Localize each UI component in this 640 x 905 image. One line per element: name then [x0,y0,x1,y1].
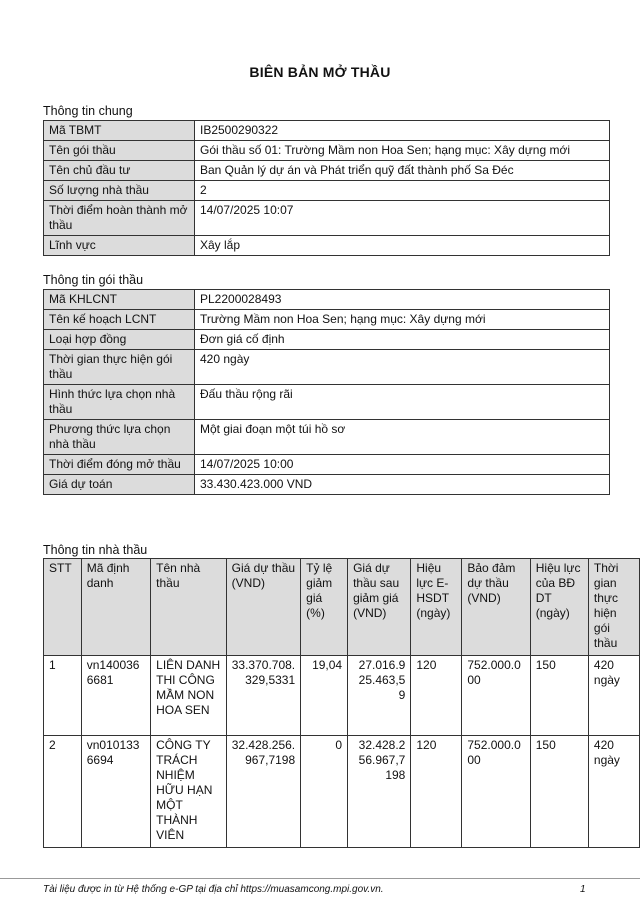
table-row [44,236,610,256]
row-label: Thời điểm đóng mở thầu [44,455,195,475]
footer-divider [0,878,640,879]
table-row [44,310,610,330]
table-cell: vn1400366681 [81,656,150,736]
column-header: Mã định danh [81,559,150,656]
section-heading-bidders: Thông tin nhà thầu [43,543,148,557]
table-row [44,475,610,495]
page-number: 1 [580,884,586,895]
bidders-table [43,558,640,848]
table-row [44,290,610,310]
row-label: Thời điểm hoàn thành mở thầu [44,201,195,236]
table-cell: 19,04 [301,656,348,736]
column-header: Giá dự thầu (VND) [226,559,301,656]
row-label: Giá dự toán [44,475,195,495]
table-cell: 27.016.925.463,59 [348,656,411,736]
row-value: 420 ngày [195,350,610,385]
table-cell: 752.000.000 [462,656,530,736]
row-value: 33.430.423.000 VND [195,475,610,495]
row-label: Phương thức lựa chọn nhà thầu [44,420,195,455]
table-row [44,385,610,420]
row-label: Loại hợp đồng [44,330,195,350]
table-cell: 1 [44,656,82,736]
table-cell: 120 [411,656,462,736]
footer-text: Tài liệu được in từ Hệ thống e-GP tại địa chỉ https://muasamcong.mpi.gov.vn. [43,884,384,895]
row-value: Gói thầu số 01: Trường Mầm non Hoa Sen; hạng mục: Xây dựng mới [195,141,610,161]
table-cell: 150 [530,736,588,848]
row-value: IB2500290322 [195,121,610,141]
row-label: Tên kế hoạch LCNT [44,310,195,330]
row-label: Mã TBMT [44,121,195,141]
table-row [44,420,610,455]
table-row [44,736,640,848]
document-title: BIÊN BẢN MỞ THẦU [249,64,391,80]
row-value: Một giai đoạn một túi hồ sơ [195,420,610,455]
table-cell: CÔNG TY TRÁCH NHIỆM HỮU HẠN MỘT THÀNH VIÊN [151,736,227,848]
row-value: Trường Mầm non Hoa Sen; hạng mục: Xây dựng mới [195,310,610,330]
table-cell: 420 ngày [588,656,639,736]
table-row [44,181,610,201]
table-cell: vn0101336694 [81,736,150,848]
column-header: Tên nhà thầu [151,559,227,656]
table-row [44,141,610,161]
table-cell: 33.370.708.329,5331 [226,656,301,736]
column-header: Tỷ lệ giảm giá (%) [301,559,348,656]
row-label: Mã KHLCNT [44,290,195,310]
row-label: Lĩnh vực [44,236,195,256]
row-value: Ban Quản lý dự án và Phát triển quỹ đất thành phố Sa Đéc [195,161,610,181]
table-row [44,330,610,350]
table-cell: 0 [301,736,348,848]
column-header: Giá dự thầu sau giảm giá (VND) [348,559,411,656]
table-row [44,656,640,736]
column-header: Hiệu lực E-HSDT (ngày) [411,559,462,656]
package-info-table [43,289,610,495]
table-cell: 32.428.256.967,7198 [348,736,411,848]
column-header: Bảo đảm dự thầu (VND) [462,559,530,656]
section-heading-general: Thông tin chung [43,104,133,118]
row-value: 14/07/2025 10:00 [195,455,610,475]
column-header: Thời gian thực hiện gói thầu [588,559,639,656]
table-row [44,350,610,385]
table-cell: 150 [530,656,588,736]
table-row [44,455,610,475]
table-cell: 32.428.256.967,7198 [226,736,301,848]
row-label: Số lượng nhà thầu [44,181,195,201]
table-row [44,121,610,141]
section-heading-package: Thông tin gói thầu [43,273,144,287]
table-cell: 420 ngày [588,736,639,848]
table-cell: 2 [44,736,82,848]
row-value: 14/07/2025 10:07 [195,201,610,236]
table-cell: LIÊN DANH THI CÔNG MẦM NON HOA SEN [151,656,227,736]
row-value: 2 [195,181,610,201]
table-cell: 752.000.000 [462,736,530,848]
row-value: Đơn giá cố định [195,330,610,350]
row-value: PL2200028493 [195,290,610,310]
column-header: Hiệu lực của BĐ DT (ngày) [530,559,588,656]
column-header: STT [44,559,82,656]
table-header-row [44,559,640,656]
row-value: Đấu thầu rộng rãi [195,385,610,420]
row-value: Xây lắp [195,236,610,256]
row-label: Tên gói thầu [44,141,195,161]
table-row [44,161,610,181]
row-label: Thời gian thực hiện gói thầu [44,350,195,385]
table-row [44,201,610,236]
table-cell: 120 [411,736,462,848]
row-label: Hình thức lựa chọn nhà thầu [44,385,195,420]
general-info-table [43,120,610,256]
row-label: Tên chủ đầu tư [44,161,195,181]
